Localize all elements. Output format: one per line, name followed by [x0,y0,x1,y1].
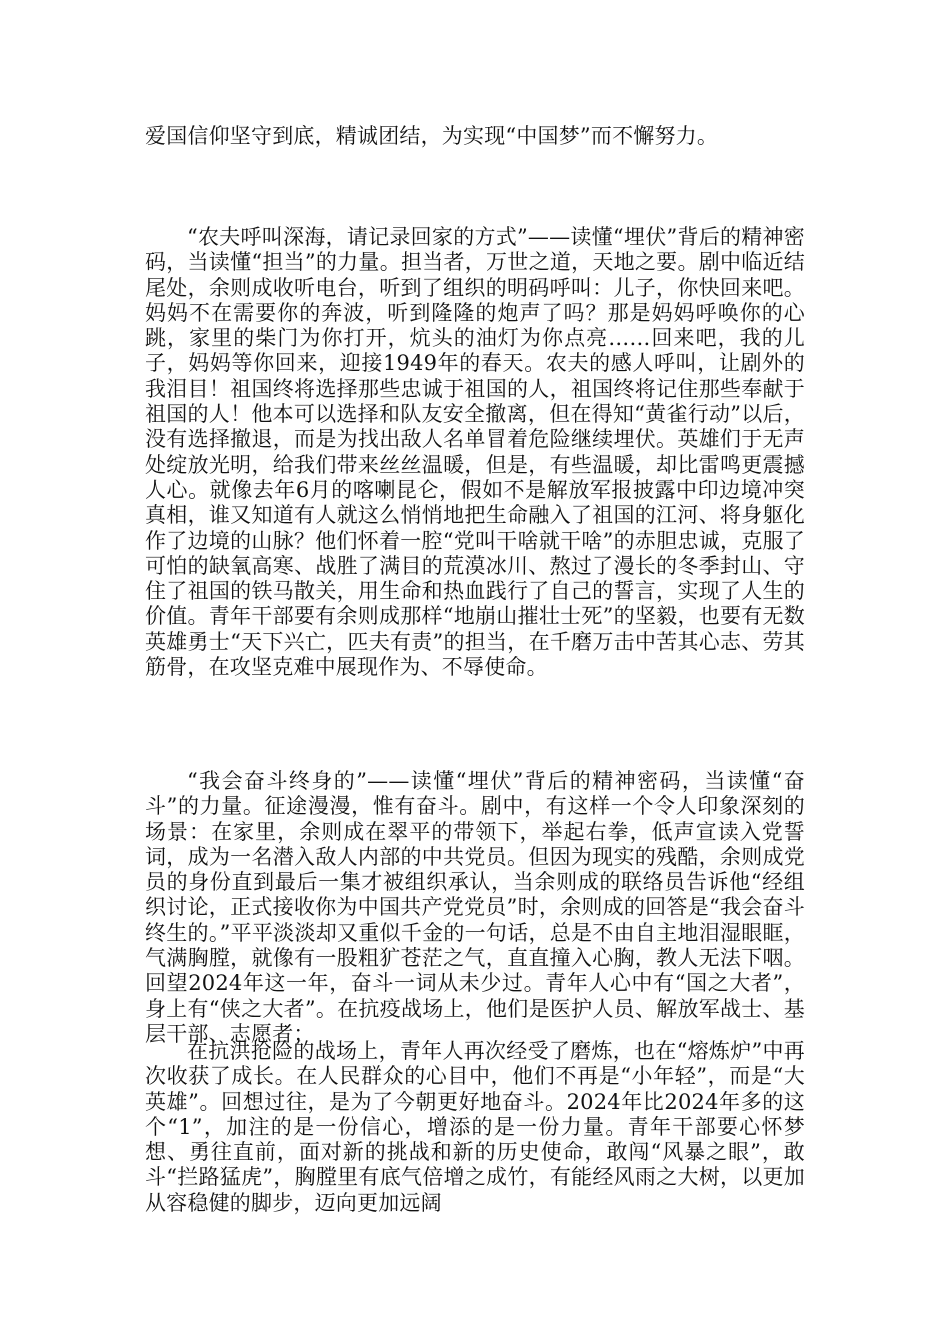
paragraph-dandang: “农夫呼叫深海，请记录回家的方式”——读懂“埋伏”背后的精神密码，当读懂“担当”的力量。担当者，万世之道，天地之要。剧中临近结尾处，余则成收听电台，听到了组织的明码呼叫：儿子，你快回来吧。妈妈不在需要你的奔波，听到隆隆的炮声了吗？那是妈妈呼唤你的心跳，家里的柴门为你打开，炕头的油灯为你点亮……回来吧，我的儿子，妈妈等你回来，迎接1949年的春天。农夫的感人呼叫，让剧外的我泪目！祖国终将选择那些忠诚于祖国的人，祖国终将记住那些奉献于祖国的人！他本可以选择和队友安全撤离，但在得知“黄雀行动”以后，没有选择撤退，而是为找出敌人名单冒着危险继续埋伏。英雄们于无声处绽放光明，给我们带来丝丝温暖，但是，有些温暖，却比雷鸣更震撼人心。就像去年6月的喀喇昆仑，假如不是解放军报披露中印边境冲突真相，谁又知道有人就这么悄悄地把生命融入了祖国的江河、将身躯化作了边境的山脉？他们怀着一腔“党叫干啥就干啥”的赤胆忠诚，克服了可怕的缺氧高寒、战胜了满目的荒漠冰川、熬过了漫长的冬季封山、守住了祖国的铁马散关，用生命和热血践行了自己的誓言，实现了人生的价值。青年干部要有余则成那样“地崩山摧壮士死”的坚毅，也要有无数英雄勇士“天下兴亡，匹夫有责”的担当，在千磨万击中苦其心志、劳其筋骨，在攻坚克难中展现作为、不辱使命。 [145,225,805,680]
paragraph-kanghong: 在抗洪抢险的战场上，青年人再次经受了磨炼，也在“熔炼炉”中再次收获了成长。在人民群众的心目中，他们不再是“小年轻”，而是“大英雄”。回想过往，是为了今朝更好地奋斗。2024年比2024年多的这个“1”，加注的是一份信心，增添的是一份力量。青年干部要心怀梦想、勇往直前，面对新的挑战和新的历史使命，敢闯“风暴之眼”，敢斗“拦路猛虎”，胸膛里有底气倍增之成竹，有能经风雨之大树，以更加从容稳健的脚步，迈向更加远阔 [145,1039,805,1215]
paragraph-continuation: 爱国信仰坚守到底，精诚团结，为实现“中国梦”而不懈努力。 [145,124,719,148]
paragraph-fendou: “我会奋斗终身的”——读懂“埋伏”背后的精神密码，当读懂“奋斗”的力量。征途漫漫，惟有奋斗。剧中，有这样一个令人印象深刻的场景：在家里，余则成在翠平的带领下，举起右拳，低声宣读入党誓词，成为一名潜入敌人内部的中共党员。但因为现实的残酷，余则成党员的身份直到最后一集才被组织承认，当余则成的联络员告诉他“经组织讨论，正式接收你为中国共产党党员”时，余则成的回答是“我会奋斗终生的。”平平淡淡却又重似千金的一句话，总是不由自主地泪湿眼眶，气满胸膛，就像有一股粗犷苍茫之气，直直撞入心胸，教人无法下咽。回望2024年这一年，奋斗一词从未少过。青年人心中有“国之大者”，身上有“侠之大者”。在抗疫战场上，他们是医护人员、解放军战士、基层干部、志愿者； [145,769,805,1046]
